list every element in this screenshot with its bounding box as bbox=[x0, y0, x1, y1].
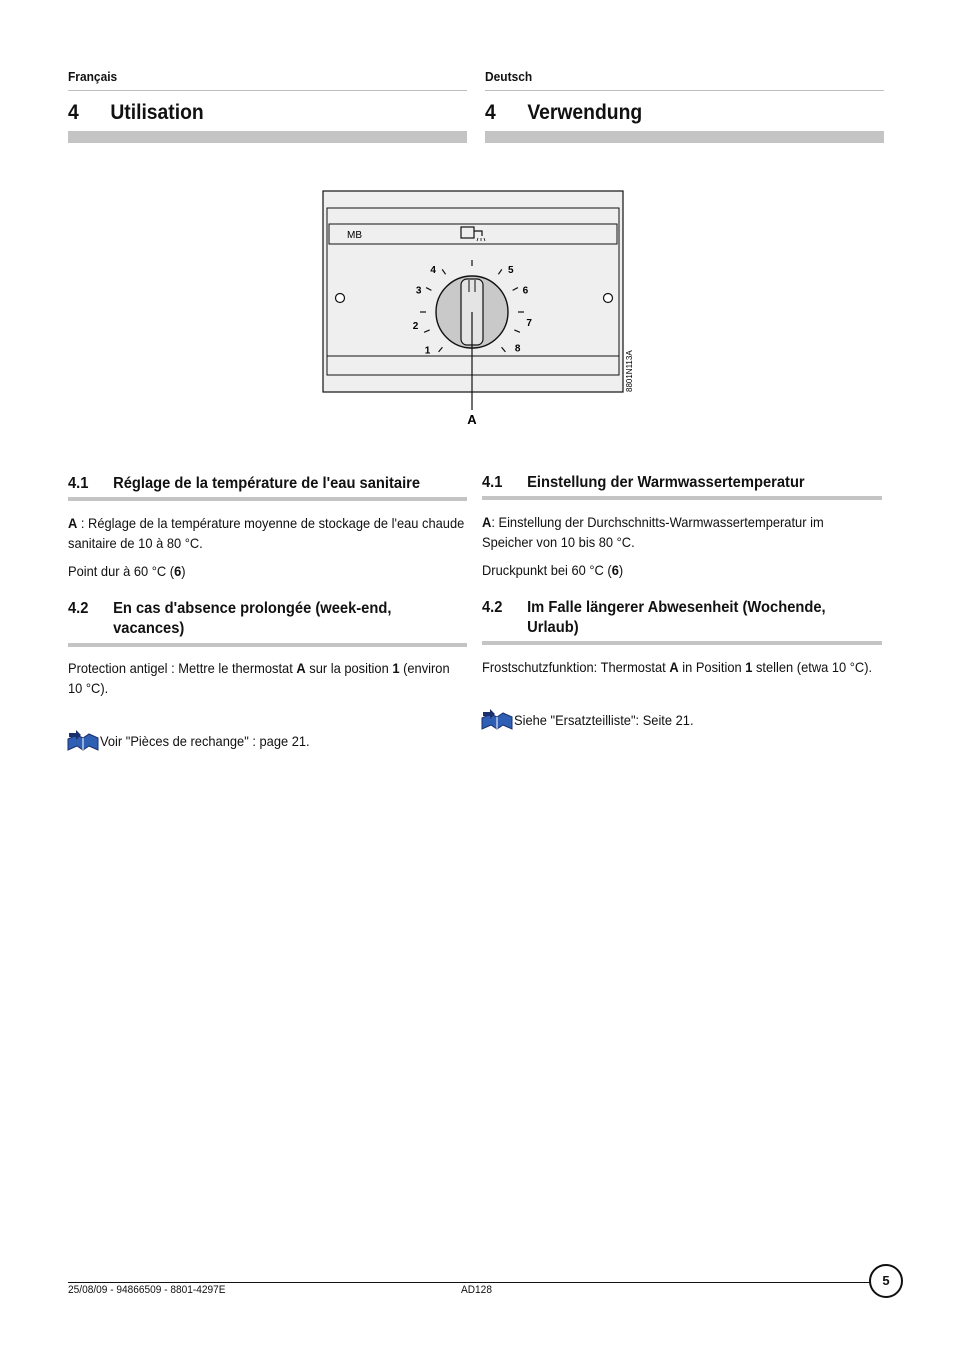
paragraph-hardpoint-fr: Point dur à 60 °C (6) bbox=[68, 563, 186, 579]
section-heading-4-2-de bbox=[482, 598, 868, 638]
section-heading-4-2-fr bbox=[68, 599, 454, 639]
book-reference-icon bbox=[66, 729, 100, 755]
dial-number-8: 8 bbox=[514, 343, 521, 355]
callout-ref: A bbox=[482, 514, 492, 530]
section-bar-de bbox=[482, 641, 882, 645]
chapter-bar-de bbox=[485, 131, 884, 143]
page-number: 5 bbox=[869, 1264, 903, 1298]
paragraph-setting-de: A: Einstellung der Durchschnitts-Warmwassertemperatur im Speicher von 10 bis 80 °C. bbox=[482, 514, 824, 550]
control-panel-figure bbox=[320, 188, 640, 428]
language-label-fr: Français bbox=[68, 69, 118, 84]
chapter-number: 4 bbox=[485, 101, 496, 124]
callout-ref: A bbox=[68, 515, 78, 531]
chapter-heading-de bbox=[485, 101, 642, 125]
paragraph-antifreeze-fr: Protection antigel : Mettre le thermostat A sur la position 1 (environ 10 °C). bbox=[68, 660, 450, 696]
section-heading-4-1-de bbox=[482, 473, 868, 493]
section-title: Im Falle längerer Abwesenheit (Wochende, Urlaub) bbox=[527, 599, 826, 636]
section-title: En cas d'absence prolongée (week-end, vacances) bbox=[113, 600, 392, 637]
dial-number-2: 2 bbox=[412, 321, 419, 333]
section-heading-4-1-fr bbox=[68, 474, 454, 494]
cross-reference-de[interactable]: Siehe "Ersatzteilliste": Seite 21. bbox=[480, 708, 709, 734]
section-number: 4.2 bbox=[482, 599, 503, 616]
dial-number-3: 3 bbox=[415, 285, 422, 297]
footer-model: AD128 bbox=[461, 1284, 492, 1296]
paragraph-hardpoint-de: Druckpunkt bei 60 °C (6) bbox=[482, 562, 624, 578]
screw-left bbox=[336, 294, 345, 303]
figure-code: 8801N113A bbox=[625, 350, 634, 392]
panel-label: MB bbox=[347, 230, 362, 241]
section-bar-fr bbox=[68, 643, 467, 647]
dial-number-5: 5 bbox=[508, 264, 514, 276]
chapter-number: 4 bbox=[68, 101, 79, 124]
section-number: 4.2 bbox=[68, 600, 89, 617]
chapter-title: Utilisation bbox=[110, 101, 204, 124]
dial-number-6: 6 bbox=[522, 285, 529, 297]
callout-label: A bbox=[467, 412, 477, 427]
section-title: Réglage de la température de l'eau sanitaire bbox=[113, 475, 421, 492]
section-bar-fr bbox=[68, 497, 467, 501]
screw-right bbox=[604, 294, 613, 303]
chapter-heading-fr bbox=[68, 101, 204, 125]
book-reference-icon bbox=[480, 708, 514, 734]
cross-reference-fr[interactable]: Voir "Pièces de rechange" : page 21. bbox=[66, 729, 328, 755]
dial-number-4: 4 bbox=[430, 264, 436, 276]
header-rule-de bbox=[485, 90, 884, 91]
footer-doc-ref: 25/08/09 - 94866509 - 8801-4297E bbox=[68, 1284, 226, 1296]
section-title: Einstellung der Warmwassertemperatur bbox=[527, 474, 805, 491]
dial-number-7: 7 bbox=[526, 318, 532, 330]
chapter-title: Verwendung bbox=[527, 101, 643, 124]
header-rule-fr bbox=[68, 90, 467, 91]
footer-rule bbox=[68, 1282, 888, 1283]
section-number: 4.1 bbox=[482, 474, 503, 491]
paragraph-antifreeze-de: Frostschutzfunktion: Thermostat A in Position 1 stellen (etwa 10 °C). bbox=[482, 659, 873, 675]
chapter-bar-fr bbox=[68, 131, 467, 143]
dial-number-1: 1 bbox=[424, 345, 431, 357]
section-bar-de bbox=[482, 496, 882, 500]
paragraph-setting-fr: A : Réglage de la température moyenne de stockage de l'eau chaude sanitaire de 10 à 80 °C. bbox=[68, 515, 465, 551]
section-number: 4.1 bbox=[68, 475, 89, 492]
language-label-de: Deutsch bbox=[485, 69, 533, 84]
